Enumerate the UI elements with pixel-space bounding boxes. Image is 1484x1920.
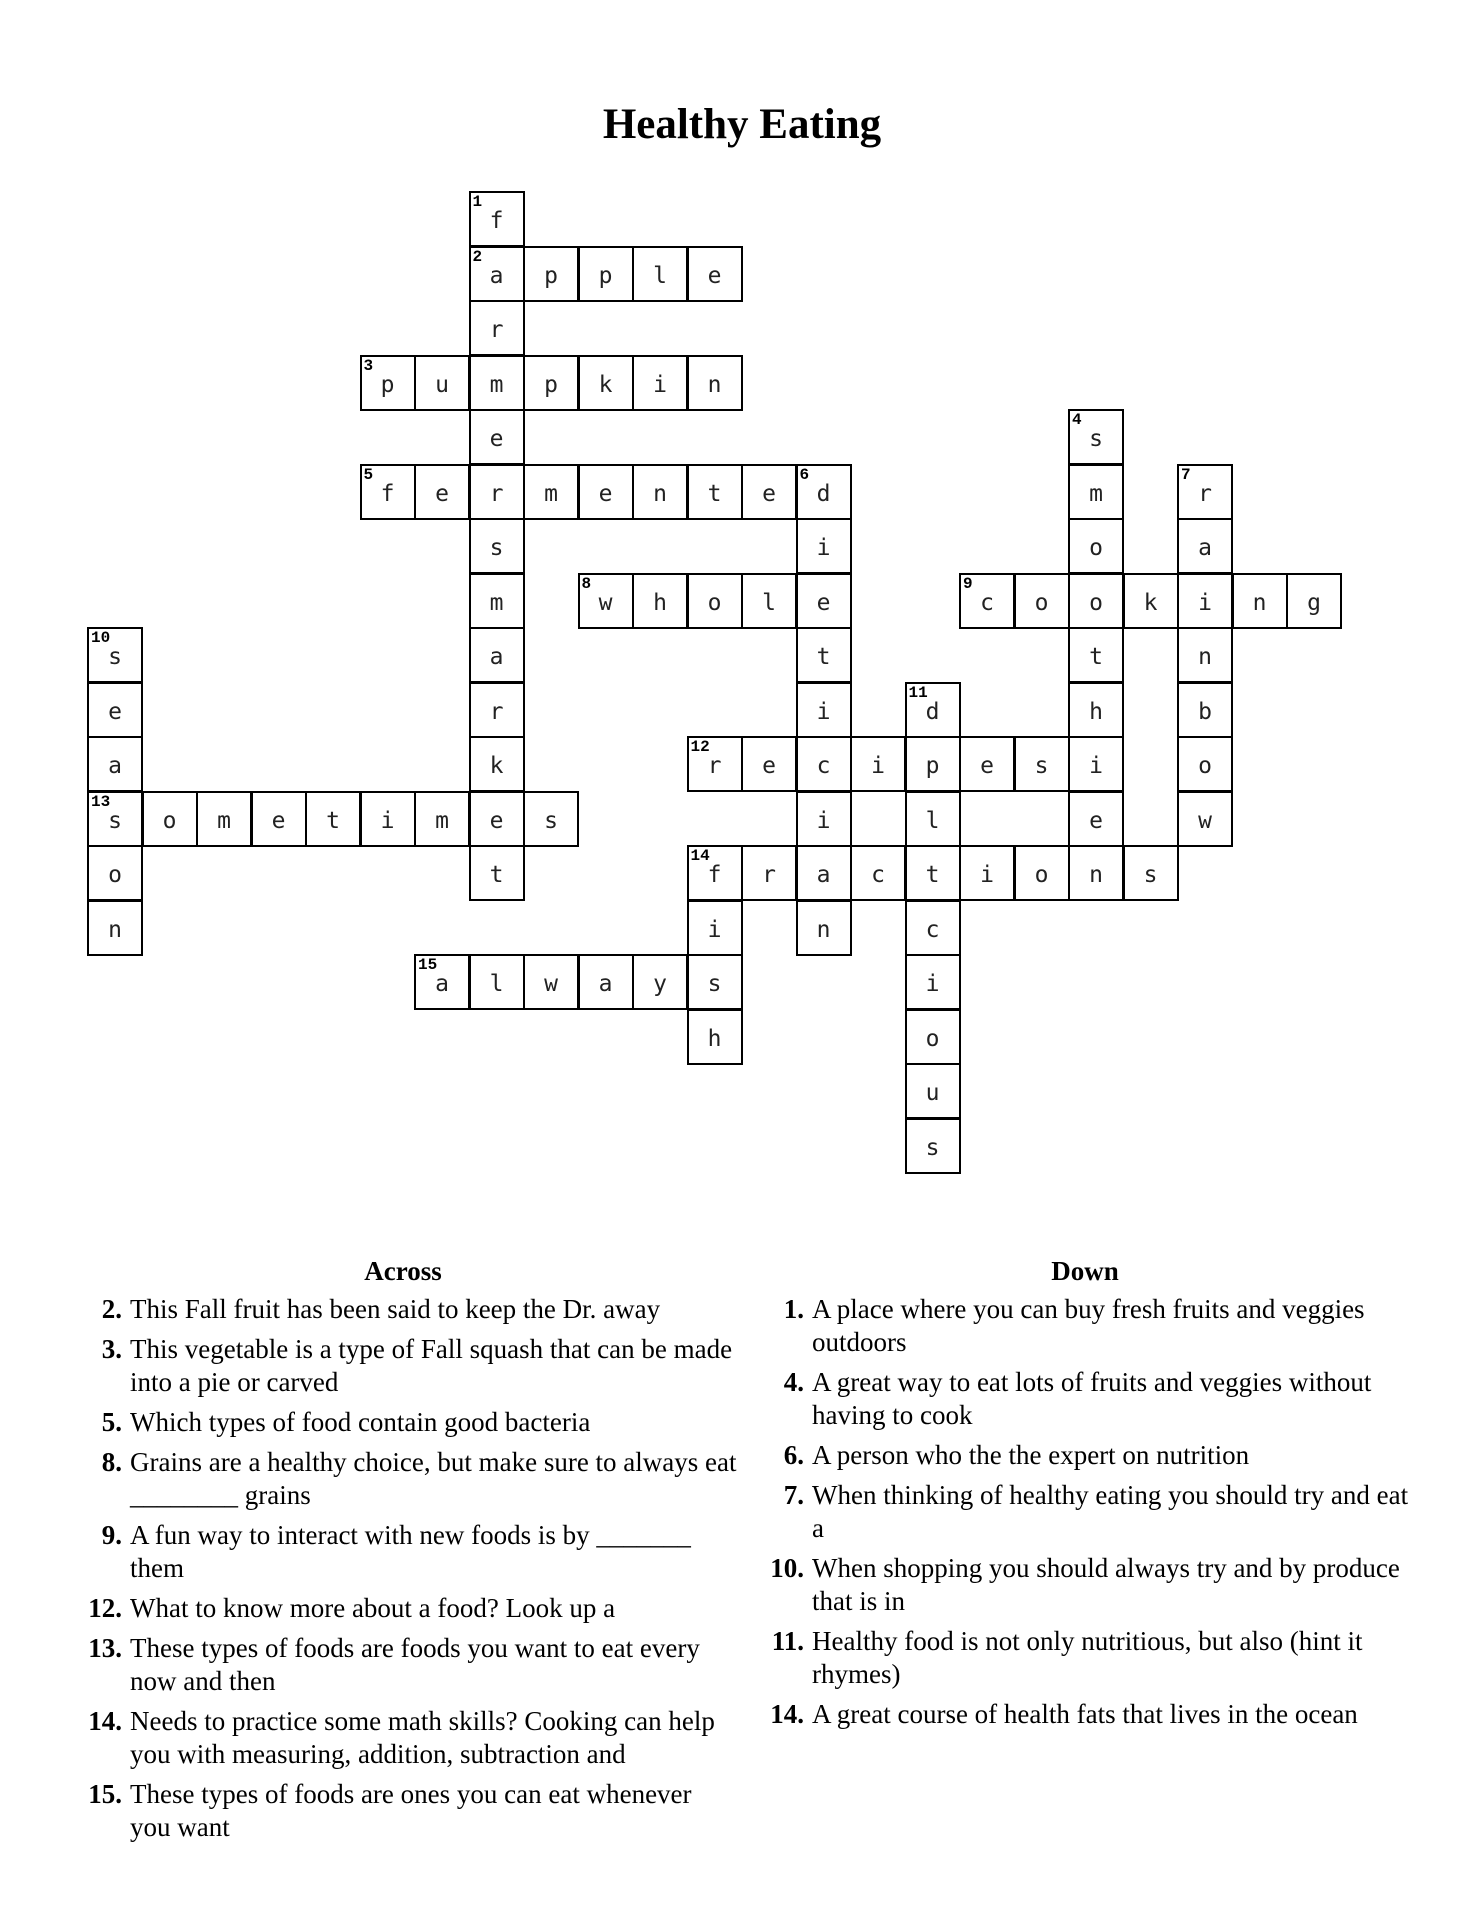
grid-cell[interactable] [796,845,852,901]
clue-number: 4. [783,1367,804,1397]
cell-letter: a [489,644,504,670]
cell-letter: i [925,971,940,997]
down-clue-list [760,1293,1420,1731]
cell-letter: s [1143,862,1158,888]
grid-cell[interactable] [1123,845,1179,901]
grid-cell[interactable] [687,900,743,956]
cell-letter: h [653,589,667,616]
cell-letter: c [816,753,831,779]
across-clue [78,1705,738,1771]
down-clue [760,1439,1420,1472]
cell-letter: k [489,753,504,779]
down-clue [760,1698,1420,1731]
cell-letter: n [1252,589,1267,616]
cell-letter: i [653,371,667,398]
clue-number: 13 [91,792,111,811]
cell-letter: c [871,862,885,888]
cell-letter: n [816,916,831,943]
grid-cell[interactable] [905,900,961,956]
grid-cell[interactable] [523,791,579,847]
cell-letter: i [980,862,994,888]
grid-cell[interactable] [796,464,852,520]
grid-cell[interactable] [687,246,743,302]
cell-letter: p [925,753,940,779]
grid-cell[interactable] [796,627,852,683]
grid-cell[interactable] [796,682,852,738]
clue-number: 1 [472,193,483,211]
grid-cell[interactable] [578,464,634,520]
grid-cell[interactable] [687,355,743,411]
cell-letter: h [1089,698,1103,725]
page-title: Healthy Eating [602,101,882,148]
cell-letter: i [1198,589,1212,616]
cell-letter: n [653,480,667,507]
clue-number: 3. [101,1334,122,1364]
grid-cell[interactable] [469,573,525,629]
cell-letter: o [162,807,177,834]
down-heading: Down [1051,1256,1119,1286]
grid-cell[interactable] [1177,736,1233,792]
grid-cell[interactable] [905,1063,961,1119]
clue-text: A person who the the expert on nutrition [812,1440,1250,1470]
cell-letter: s [544,807,558,834]
cell-letter: t [816,644,831,670]
clue-text: This vegetable is a type of Fall squash that can be made into a pie or carved [130,1334,733,1397]
cell-letter: f [707,862,722,888]
cell-letter: a [816,862,831,888]
cell-letter: p [598,262,613,289]
cell-letter: i [707,916,722,943]
cell-letter: r [489,480,504,507]
grid-cell[interactable] [414,791,470,847]
cell-letter: r [707,753,722,779]
grid-cell[interactable] [1232,573,1288,629]
cell-letter: l [762,589,776,616]
cell-letter: e [108,698,122,725]
across-heading: Across [364,1256,442,1286]
clue-text: A fun way to interact with new foods is by _______ them [130,1520,691,1583]
down-clue [760,1625,1420,1691]
clue-text: Needs to practice some math skills? Cooking can help you with measuring, addition, subtraction and [130,1706,715,1769]
cell-letter: i [1089,753,1103,779]
grid-cell[interactable] [796,518,852,574]
cell-letter: n [707,371,722,398]
cell-letter: a [435,971,449,997]
across-clues [78,1256,738,1851]
grid-cell[interactable] [959,845,1015,901]
across-clue [78,1446,738,1512]
cell-letter: a [108,753,122,779]
grid-cell[interactable] [469,355,525,411]
cell-letter: e [980,753,994,779]
grid-cell[interactable] [1177,518,1233,574]
cell-letter: m [217,807,231,834]
cell-letter: m [1089,480,1103,507]
cell-letter: s [925,1134,940,1161]
grid-cell[interactable] [905,954,961,1010]
cell-letter: e [489,426,504,452]
clue-number: 14. [88,1706,122,1736]
cell-letter: t [489,862,504,888]
clue-number: 7 [1181,465,1191,484]
cell-letter: b [1198,698,1212,725]
cell-letter: i [816,535,831,561]
grid-cell[interactable] [523,355,579,411]
cell-letter: t [925,862,940,888]
grid-cell[interactable] [1014,845,1070,901]
cell-letter: c [980,589,994,616]
grid-cell[interactable] [850,736,906,792]
clue-number: 2 [472,247,483,266]
cell-letter: i [871,753,885,779]
grid-cell[interactable] [959,736,1015,792]
cell-letter: c [925,916,940,943]
cell-letter: r [489,698,504,725]
grid-cell[interactable] [1177,791,1233,847]
clue-number: 5. [101,1407,122,1437]
grid-cell[interactable] [1014,736,1070,792]
clue-number: 2. [101,1294,122,1324]
clue-number: 11 [908,683,928,702]
grid-cell[interactable] [905,791,961,847]
clue-number: 14. [770,1699,804,1729]
grid-cell[interactable] [1177,682,1233,738]
clue-number: 7. [783,1480,804,1510]
cell-letter: o [1034,589,1049,616]
grid-cell[interactable] [87,627,143,683]
grid-cell[interactable] [1177,627,1233,683]
cell-letter: n [1198,644,1212,670]
clue-number: 9. [101,1520,122,1550]
grid-cell[interactable] [469,736,525,792]
grid-cell[interactable] [578,573,634,629]
cell-letter: s [489,535,504,561]
across-clue [78,1778,738,1844]
grid-cell[interactable] [741,845,797,901]
clue-number: 5 [363,465,374,484]
grid-cell[interactable] [687,845,743,901]
cell-letter: o [108,862,122,888]
grid-cell[interactable] [523,464,579,520]
grid-cell[interactable] [523,954,579,1010]
grid-cell[interactable] [796,736,852,792]
clue-number: 14 [690,847,710,865]
clue-number: 15 [418,956,438,974]
clue-number: 6 [799,465,810,484]
clue-text: Grains are a healthy choice, but make sure to always eat ________ grains [130,1447,737,1510]
grid-cell[interactable] [414,954,470,1010]
cell-letter: e [762,480,776,507]
cell-letter: f [489,208,504,234]
grid-cell[interactable] [1068,464,1124,520]
clue-number: 9 [963,574,973,593]
cell-letter: m [435,807,449,834]
clue-number: 11. [771,1626,804,1656]
cell-letter: w [544,971,558,997]
clue-number: 12. [88,1593,122,1623]
grid-cell[interactable] [469,954,525,1010]
grid-cell[interactable] [850,845,906,901]
grid-cell[interactable] [87,845,143,901]
grid-cell[interactable] [469,845,525,901]
clue-text: Healthy food is not only nutritious, but also (hint it rhymes) [812,1626,1363,1689]
cell-letter: h [707,1025,722,1052]
grid-cell[interactable] [87,682,143,738]
cell-letter: o [1198,753,1212,779]
grid-cell[interactable] [687,736,743,792]
across-clue [78,1293,738,1326]
across-clue [78,1592,738,1625]
grid-cell[interactable] [1068,573,1124,629]
cell-letter: i [380,807,395,834]
clue-number: 10 [91,629,111,647]
cell-letter: l [653,262,667,289]
cell-letter: e [762,753,776,779]
grid-cell[interactable] [741,464,797,520]
cell-letter: s [108,807,122,834]
grid-cell[interactable] [1068,736,1124,792]
cell-letter: y [653,971,667,997]
across-clue [78,1406,738,1439]
grid-cell[interactable] [796,791,852,847]
cell-letter: a [489,262,504,289]
grid-cell[interactable] [632,355,688,411]
cell-letter: e [271,807,286,834]
cell-letter: p [544,371,558,398]
grid-cell[interactable] [469,464,525,520]
cell-letter: o [1034,862,1049,888]
across-clue [78,1333,738,1399]
across-clue-list [78,1293,738,1844]
cell-letter: o [925,1025,940,1052]
cell-letter: l [925,807,940,834]
grid-cell[interactable] [632,246,688,302]
grid-cell[interactable] [905,736,961,792]
grid-cell[interactable] [905,1009,961,1065]
cell-letter: o [707,589,722,616]
grid-cell[interactable] [360,355,416,411]
grid-cell[interactable] [1177,573,1233,629]
grid-cell[interactable] [469,300,525,356]
grid-cell[interactable] [1068,845,1124,901]
cell-letter: m [489,589,504,616]
clue-text: When shopping you should always try and by produce that is in [812,1553,1400,1616]
cell-letter: m [489,371,504,398]
cell-letter: i [816,698,831,725]
cell-letter: e [707,262,722,289]
grid-cell[interactable] [469,246,525,302]
clue-number: 12 [690,738,710,756]
clue-number: 13. [88,1633,122,1663]
grid-cell[interactable] [523,246,579,302]
grid-cell[interactable] [632,954,688,1010]
cell-letter: s [1089,426,1103,452]
cell-letter: r [489,317,504,343]
cell-letter: e [489,807,504,834]
grid-cell[interactable] [142,791,198,847]
clue-number: 4 [1072,411,1082,429]
grid-cell[interactable] [305,791,361,847]
grid-cell[interactable] [87,791,143,847]
grid-cell[interactable] [687,954,743,1010]
down-clue [760,1366,1420,1432]
cell-letter: f [380,480,395,507]
cell-letter: o [1089,535,1103,561]
cell-letter: r [1198,480,1212,507]
cell-letter: i [816,807,831,834]
clue-text: When thinking of healthy eating you should try and eat a [812,1480,1409,1543]
down-clues [760,1256,1420,1738]
cell-letter: p [380,371,395,398]
grid-cell[interactable] [469,791,525,847]
grid-cell[interactable] [87,900,143,956]
clue-text: This Fall fruit has been said to keep the Dr. away [130,1294,661,1324]
grid-cell[interactable] [469,627,525,683]
clue-text: These types of foods are foods you want to eat every now and then [130,1633,700,1696]
grid-cell[interactable] [414,355,470,411]
cell-letter: t [707,480,722,507]
grid-cell[interactable] [1068,791,1124,847]
cell-letter: s [707,971,722,997]
grid-cell[interactable] [360,791,416,847]
across-clue [78,1632,738,1698]
down-clue [760,1479,1420,1545]
grid-cell[interactable] [796,900,852,956]
clue-text: What to know more about a food? Look up a [130,1593,616,1623]
grid-cell[interactable] [1286,573,1342,629]
cell-letter: a [598,971,613,997]
cell-letter: w [598,589,613,616]
cell-letter: a [1198,535,1212,561]
clue-number: 15. [88,1779,122,1809]
cell-letter: l [489,971,504,997]
grid-cell[interactable] [796,573,852,629]
down-clue [760,1552,1420,1618]
grid-cell[interactable] [1068,409,1124,465]
clue-number: 6. [783,1440,804,1470]
grid-cell[interactable] [687,1009,743,1065]
grid-cell[interactable] [1123,573,1179,629]
grid-cell[interactable] [687,464,743,520]
across-clue [78,1519,738,1585]
grid-cell[interactable] [1068,518,1124,574]
cell-letter: n [1089,862,1103,888]
grid-cell[interactable] [1068,627,1124,683]
cell-letter: e [435,480,449,507]
grid-cell[interactable] [578,246,634,302]
cell-letter: u [925,1080,940,1106]
clue-text: A great course of health fats that lives in the ocean [812,1699,1358,1729]
grid-cell[interactable] [1068,682,1124,738]
grid-cell[interactable] [632,464,688,520]
clue-text: A great way to eat lots of fruits and veggies without having to cook [812,1367,1372,1430]
grid-cell[interactable] [959,573,1015,629]
grid-cell[interactable] [251,791,307,847]
grid-cell[interactable] [196,791,252,847]
clue-text: Which types of food contain good bacteria [130,1407,591,1437]
cell-letter: s [1034,753,1049,779]
grid-cell[interactable] [360,464,416,520]
grid-cell[interactable] [578,355,634,411]
cell-letter: n [108,916,122,943]
grid-cell[interactable] [578,954,634,1010]
grid-cell[interactable] [687,573,743,629]
grid-cell[interactable] [632,573,688,629]
cell-letter: k [598,371,613,398]
cell-letter: r [762,862,776,888]
grid-cell[interactable] [1014,573,1070,629]
clue-number: 1. [783,1294,804,1324]
clue-number: 3 [363,356,374,375]
cell-letter: e [816,589,831,616]
grid-cell[interactable] [414,464,470,520]
cell-letter: u [435,371,449,398]
cell-letter: e [1089,807,1103,834]
clue-number: 8 [581,574,592,593]
grid-cell[interactable] [905,1118,961,1174]
grid-cell[interactable] [741,736,797,792]
cell-letter: s [108,644,122,670]
cell-letter: e [598,480,613,507]
grid-cell[interactable] [469,409,525,465]
cell-letter: d [925,698,940,725]
grid-cell[interactable] [469,518,525,574]
grid-cell[interactable] [469,191,525,247]
cell-letter: m [544,480,558,507]
cell-letter: g [1307,589,1321,616]
grid-cell[interactable] [905,845,961,901]
grid-cell[interactable] [741,573,797,629]
grid-cell[interactable] [1177,464,1233,520]
cell-letter: k [1143,589,1158,616]
clue-text: A place where you can buy fresh fruits and veggies outdoors [812,1294,1365,1357]
cell-letter: t [326,807,340,834]
clue-number: 8. [101,1447,122,1477]
cell-letter: w [1198,807,1212,834]
clue-text: These types of foods are ones you can eat whenever you want [130,1779,692,1842]
grid-cell[interactable] [469,682,525,738]
down-clue [760,1293,1420,1359]
cell-letter: p [544,262,558,289]
grid-cell[interactable] [905,682,961,738]
cell-letter: o [1089,589,1103,616]
cell-letter: t [1089,644,1103,670]
grid-cell[interactable] [87,736,143,792]
cell-letter: d [816,480,831,507]
clue-number: 10. [770,1553,804,1583]
